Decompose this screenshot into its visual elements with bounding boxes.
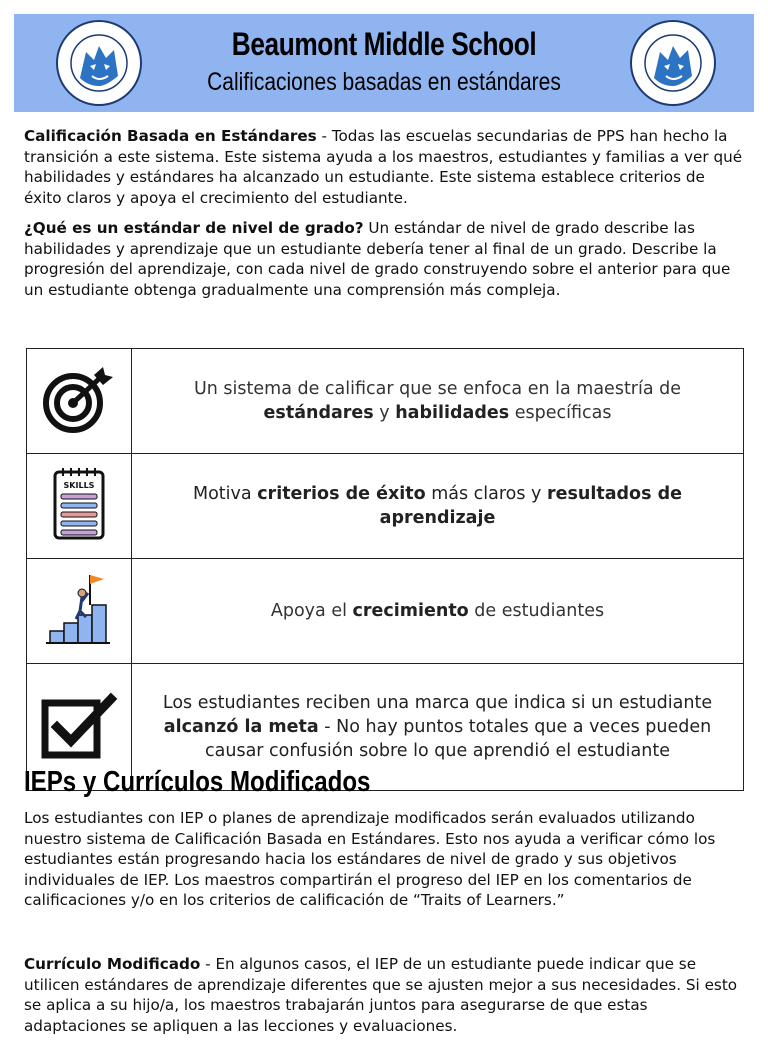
feature-text-part: Motiva <box>193 484 258 504</box>
feature-text-part: Los estudiantes reciben una marca que indica si un estudiante <box>162 693 713 713</box>
page-subtitle: Calificaciones basadas en estándares <box>207 68 561 96</box>
page-title: Beaumont Middle School <box>231 26 537 62</box>
iep-text: - En algunos casos, el IEP de un estudiante puede indicar que se utilicen estándares de aprendizaje diferentes que se ajusten mejor a sus necesidades. Si esto se aplica a su hijo/a, los maestros trabajarán juntos para asegurarse de que estas adaptaciones se apliquen a las lecciones y evaluaciones. <box>24 955 738 1035</box>
checkbox-checked-icon <box>39 689 119 761</box>
feature-text <box>132 559 744 664</box>
table-row <box>27 454 744 559</box>
intro-question: ¿Qué es un estándar de nivel de grado? <box>24 219 364 237</box>
table-row <box>27 349 744 454</box>
intro-text: - Todas las escuelas secundarias de PPS han hecho la transición a este sistema. Este sistema ayuda a los maestros, estudiantes y familias a ver qué habilidades y estándares ha alcanzado un estudiante. Este sistema establece criterios de éxito claros y apoya el crecimiento del estudiante. <box>24 127 743 207</box>
intro-paragraph-2 <box>24 218 746 300</box>
feature-text <box>132 454 744 559</box>
iep-term: Currículo Modificado <box>24 955 201 973</box>
section-heading: IEPs y Currículos Modificados <box>24 766 371 798</box>
feature-text <box>132 349 744 454</box>
feature-keyword: resultados de aprendizaje <box>379 484 682 528</box>
intro-paragraph-1 <box>24 126 746 208</box>
header-banner <box>14 14 754 112</box>
feature-text-part: de estudiantes <box>468 601 605 621</box>
feature-text-part: - No hay puntos totales que a veces pueden causar confusión sobre lo que aprendió el estudiante <box>205 717 712 761</box>
feature-keyword: habilidades <box>395 403 510 423</box>
iep-paragraph-2 <box>24 954 746 1036</box>
feature-text-part: específicas <box>509 403 612 423</box>
intro-term: Calificación Basada en Estándares <box>24 127 317 145</box>
target-icon <box>39 363 119 435</box>
skills-icon-label: SKILLS <box>63 481 95 490</box>
feature-text-part: y <box>373 403 396 423</box>
feature-keyword: alcanzó la meta <box>163 717 319 737</box>
iep-paragraph-1: Los estudiantes con IEP o planes de aprendizaje modificados serán evaluados utilizando nuestro sistema de Calificación Basada en Estándares. Esto nos ayuda a verificar cómo los estudiantes están progresando hacia los estándares de nivel de grado y sus objetivos individuales de IEP. Los maestros compartirán el progreso del IEP en los comentarios de calificaciones y/o en los criterios de calificación de “Traits of Learners.” <box>24 809 716 910</box>
feature-text-part: más claros y <box>425 484 547 504</box>
feature-text-part: Apoya el <box>270 601 353 621</box>
icon-cell <box>27 454 132 559</box>
feature-keyword: crecimiento <box>352 601 469 621</box>
features-table <box>26 348 744 791</box>
icon-cell <box>27 349 132 454</box>
feature-keyword: criterios de éxito <box>257 484 426 504</box>
feature-text-part: Un sistema de calificar que se enfoca en la maestría de <box>193 379 682 399</box>
intro-text: Un estándar de nivel de grado describe las habilidades y aprendizaje que un estudiante debería tener al final de un grado. Describe la progresión del aprendizaje, con cada nivel de grado construyendo sobre el anterior para que un estudiante obtenga gradualmente una comprensión más compleja. <box>24 219 731 299</box>
skills-checklist-icon <box>49 466 109 542</box>
table-row <box>27 559 744 664</box>
feature-keyword: estándares <box>263 403 374 423</box>
climbing-growth-icon <box>44 571 114 647</box>
icon-cell <box>27 559 132 664</box>
